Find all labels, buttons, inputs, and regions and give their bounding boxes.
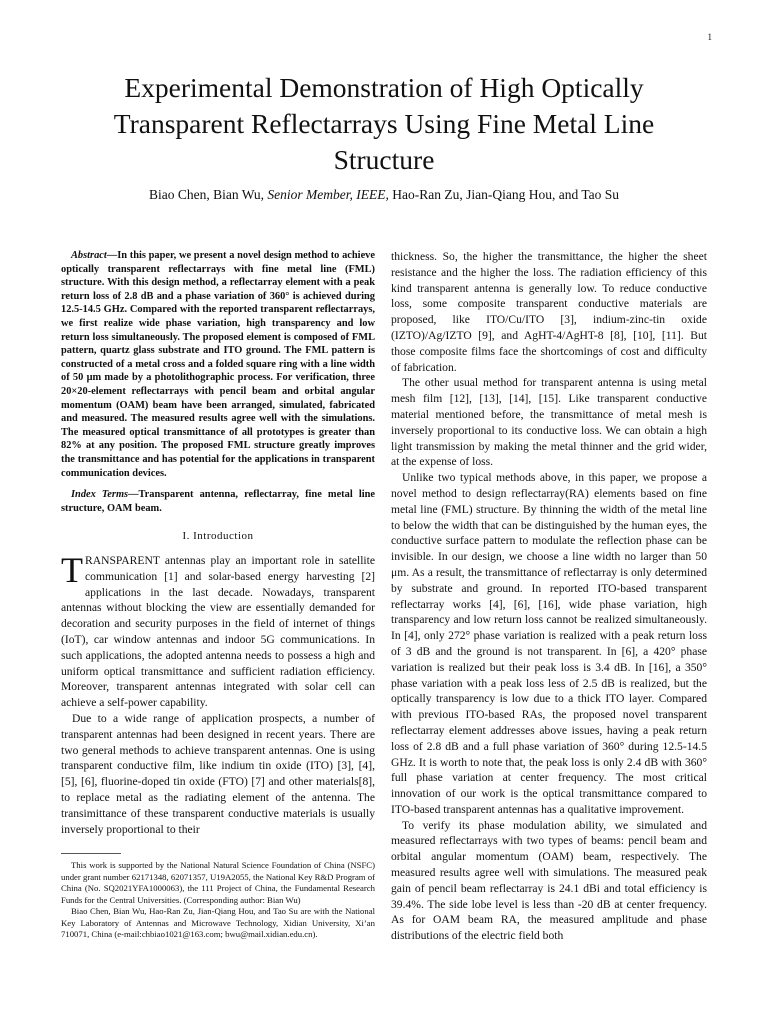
author-list xyxy=(40,186,728,204)
authors-part2: Hao-Ran Zu, Jian-Qiang Hou, and Tao Su xyxy=(392,187,620,202)
body-paragraph: To verify its phase modulation ability, we simulated and measured reflectarrays with two types of beams: pencil beam and orbital angular momentum (OAM) beam, respectively. The measured results agree well with simulations. The measured peak gain of pencil beam reflectarray is 24.1 dBi and total efficiency is 39.4%. The side lobe level is less than -20 dB at center frequency. As for OAM beam RA, the measured amplitude and phase distributions of the electric field both xyxy=(391,818,707,943)
body-paragraph: The other usual method for transparent antenna is using metal mesh film [12], [13], [14], [15]. Like transparent conductive material mentioned before, the transmittance of metal mesh is inversely proportional to its conductive loss. We can obtain a high light transmission by making the metal thinner and the grid wider, at the expense of loss. xyxy=(391,376,707,469)
abstract-text: In this paper, we present a novel design method to achieve optically transparent reflectarrays with fine metal line (FML) structure. With this design method, a reflectarray element with a peak return loss of 2.8 dB and a phase variation of 360° is achieved during 12.5-14.5 GHz. Compared with the reported transparent reflectarrays, we first realize wide phase variation, high transparency and low return loss simultaneously. The proposed element is composed of FML pattern, quartz glass substrate and ITO ground. The FML pattern is constructed of a metal cross and a folded square ring with a line width of 50 μm made by a photolithographic process. For verification, three 20×20-element reflectarrays with pencil beam and orbital angular momentum (OAM) beam have been arranged, simulated, fabricated and measured. The measured results agree well with the simulations. The measured optical transmittance of all prototypes is greater than 82% at any position. The proposed FML structure greatly improves the transmittance and has potential for the applications in transparent communication devices. xyxy=(61,250,375,479)
index-terms-dash: — xyxy=(128,489,139,501)
intro-paragraph-1 xyxy=(61,550,375,711)
paper-title xyxy=(60,70,708,178)
index-terms xyxy=(61,488,375,515)
page-number: 1 xyxy=(707,32,712,42)
body-paragraph: Unlike two typical methods above, in this paper, we propose a novel method to design reflectarray(RA) elements based on fine metal line (FML) structure. By thinning the width of the metal line to below the width that can be distinguished by the human eyes, the conductive surface pattern to modulate the reflection phase can be invisible. In our design, we choose a line width no larger than 50 μm. As a result, the transmittance of reflectarray is only determined by substrate and ground. In reported ITO-based transparent reflectarray works [4], [6], [16], wide phase variation, high transparency and low return loss cannot be realized simultaneously. In [4], only 272° phase variation is realized with a peak return loss of 3 dB and the ground is not transparent. In [6], a 420° phase variation is realized but their peak loss is 3.4 dB. In [16], a 350° phase variation with a peak loss less of 2.5 dB is realized, but the optically transparency is low due to a thick ITO layer. Compared with previous ITO-based RAs, the proposed novel transparent reflectarray element addresses above issues, having a peak return loss of 2.8 dB and a full phase variation of 360° during 12.5-14.5 GHz. It is worth to note that, the peak loss is only 2.4 dB with 360° full phase variation at center frequency. The most critical innovation of our work is the optical transmittance compared to ITO-based transparent antennas has a qualitative improvement. xyxy=(391,471,707,816)
intro-paragraph-2: Due to a wide range of application prospects, a number of transparent antennas had been designed in recent years. There are two general methods to achieve transparent antennas. One is using transparent conductive film, like indium tin oxide (ITO) [3], [4], [5], [6], fluorine-doped tin oxide (FTO) [7] and other materials[8], to replace metal as the radiating element of the antenna. The transimittance of these transparent conductive materials is usually inversely proportional to their xyxy=(61,712,375,836)
left-column xyxy=(61,249,375,837)
abstract-label: Abstract xyxy=(71,250,107,261)
title-line: Experimental Demonstration of High Optically xyxy=(124,72,644,103)
title-line: Structure xyxy=(333,144,435,175)
footnote xyxy=(61,860,375,941)
funding-footnote: This work is supported by the National Natural Science Foundation of China (NSFC) under grant number 62171348, 62071357, U19A2055, the National Key R&D Program of China (No. SQ2021YFA1000063), the 111 Project of China, the Fundamental Research Funds for the Central Universities. (Corresponding author: Bian Wu) xyxy=(61,860,375,905)
member-grade: Senior Member, IEEE, xyxy=(267,187,389,202)
abstract-dash: — xyxy=(106,250,118,261)
authors-part1: Biao Chen, Bian Wu, xyxy=(148,187,265,202)
affiliation-footnote: Biao Chen, Bian Wu, Hao-Ran Zu, Jian-Qiang Hou, and Tao Su are with the National Key Laboratory of Antennas and Microwave Technology, Xidian University, Xi’an 710071, China (e-mail:chbiao1021@163.com; bwu@mail.xidian.edu.cn). xyxy=(61,906,375,939)
intro-text-1: RANSPARENT antennas play an important role in satellite communication [1] and solar-based energy harvesting [2] applications in the last decade. Nowadays, transparent antennas without blocking the view are essentially demanded for decoration and security purposes in the field of internet of things (IoT), car window antennas and indoor 5G communications. In such applications, the adopted antenna needs to possess a high and uniform optical transmittance and sufficient radiation efficiency. Moreover, transparent antennas integrated with solar cell can achieve a self-power capability. xyxy=(61,554,375,710)
section-heading: I. Introduction xyxy=(182,530,254,543)
drop-cap: T xyxy=(61,550,83,591)
footnote-rule xyxy=(61,853,121,854)
index-terms-label: Index Terms xyxy=(71,489,129,501)
right-column xyxy=(391,249,707,944)
body-paragraph: thickness. So, the higher the transmittance, the higher the sheet resistance and the higher the loss. The radiation efficiency of this kind transparent antenna is generally low. To reduce conductive loss, some composite transparent conductive materials are proposed, like ITO/Cu/ITO [3], indium-zinc-tin oxide (IZTO)/Ag/IZTO [9], and AgHT-4/AgHT-8 [8], [10], [11]. But those composite films face the shortcomings of cost and difficulty of fabrication. xyxy=(391,250,707,374)
index-terms-text: Transparent antenna, reflectarray, fine metal line structure, OAM beam. xyxy=(61,489,375,514)
title-line: Transparent Reflectarrays Using Fine Metal Line xyxy=(113,108,655,139)
abstract xyxy=(61,249,375,480)
